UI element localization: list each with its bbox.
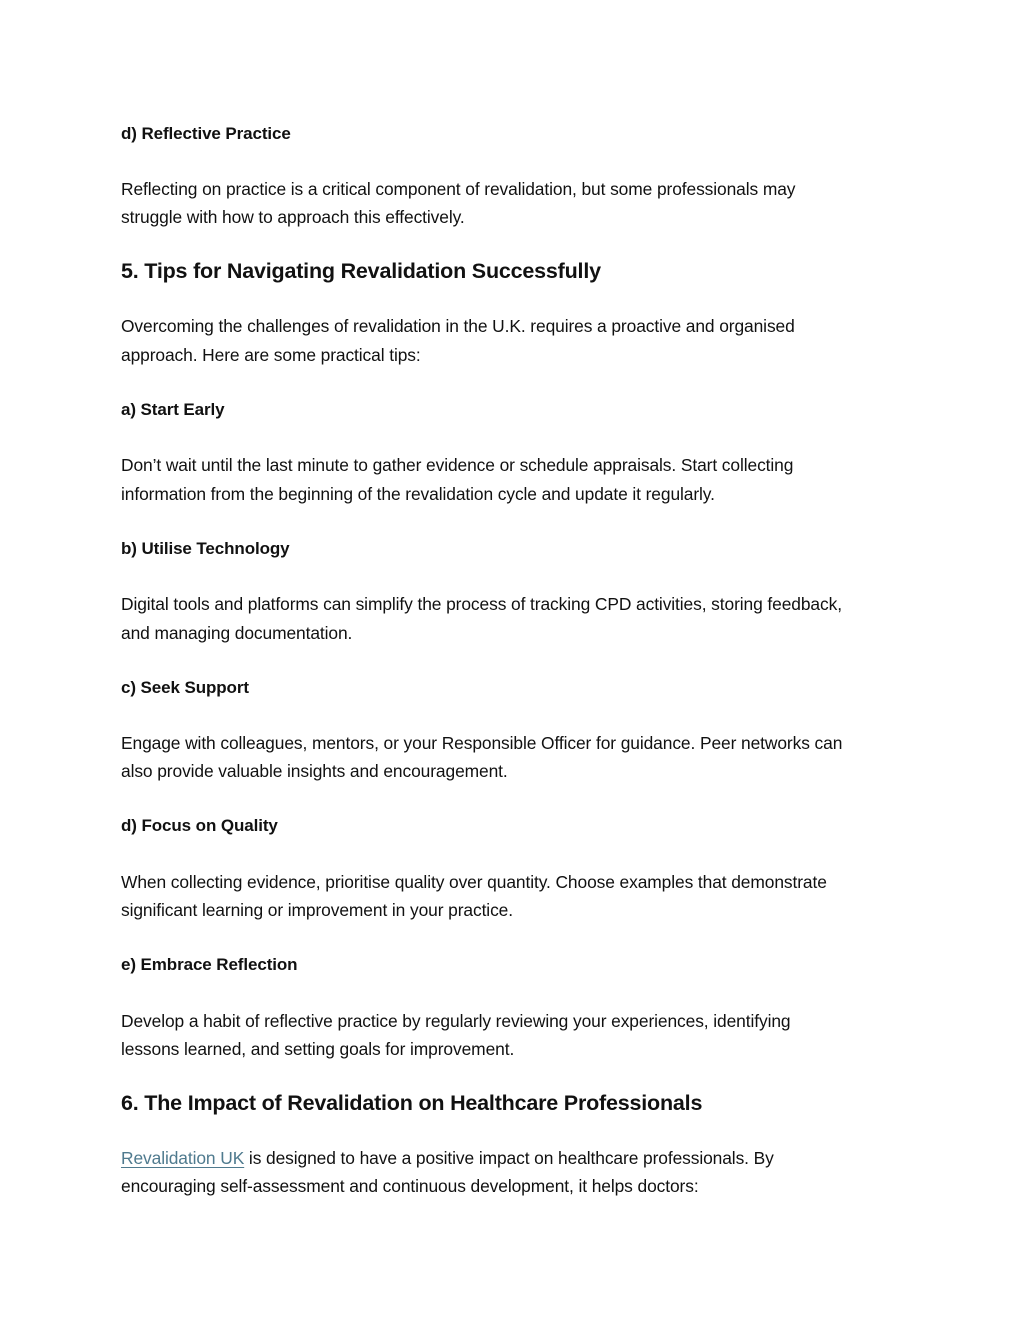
tip-heading-seek-support: c) Seek Support [121,678,249,697]
tip-heading-focus-on-quality: d) Focus on Quality [121,816,278,835]
paragraph-line: Don’t wait until the last minute to gather evidence or schedule appraisals. Start collecting [121,455,794,475]
tip-heading-utilise-technology: b) Utilise Technology [121,539,290,558]
paragraph-line: Develop a habit of reflective practice by regularly reviewing your experiences, identifying [121,1011,791,1031]
paragraph-line: Engage with colleagues, mentors, or your Responsible Officer for guidance. Peer networks can [121,733,843,753]
paragraph-line: Overcoming the challenges of revalidation in the U.K. requires a proactive and organised [121,316,795,336]
paragraph-line: struggle with how to approach this effectively. [121,207,465,227]
paragraph-line: lessons learned, and setting goals for improvement. [121,1039,515,1059]
heading-reflective-practice: d) Reflective Practice [121,124,291,143]
paragraph-line: significant learning or improvement in your practice. [121,900,513,920]
paragraph-line: Reflecting on practice is a critical component of revalidation, but some professionals may [121,179,796,199]
paragraph-line-with-link [121,1147,774,1169]
paragraph-line: Digital tools and platforms can simplify the process of tracking CPD activities, storing feedback, [121,594,842,614]
revalidation-uk-link[interactable]: Revalidation UK [121,1148,245,1168]
paragraph-line: also provide valuable insights and encouragement. [121,761,508,781]
paragraph-line: information from the beginning of the revalidation cycle and update it regularly. [121,484,715,504]
paragraph-line: and managing documentation. [121,623,353,643]
section-heading-tips: 5. Tips for Navigating Revalidation Successfully [121,259,601,283]
paragraph-line: approach. Here are some practical tips: [121,345,421,365]
section-heading-impact: 6. The Impact of Revalidation on Healthcare Professionals [121,1091,703,1115]
tip-heading-embrace-reflection: e) Embrace Reflection [121,955,298,974]
paragraph-text: is designed to have a positive impact on healthcare professionals. By [244,1148,774,1168]
paragraph-line: encouraging self-assessment and continuous development, it helps doctors: [121,1176,699,1196]
paragraph-line: When collecting evidence, prioritise quality over quantity. Choose examples that demonstrate [121,872,827,892]
tip-heading-start-early: a) Start Early [121,400,225,419]
